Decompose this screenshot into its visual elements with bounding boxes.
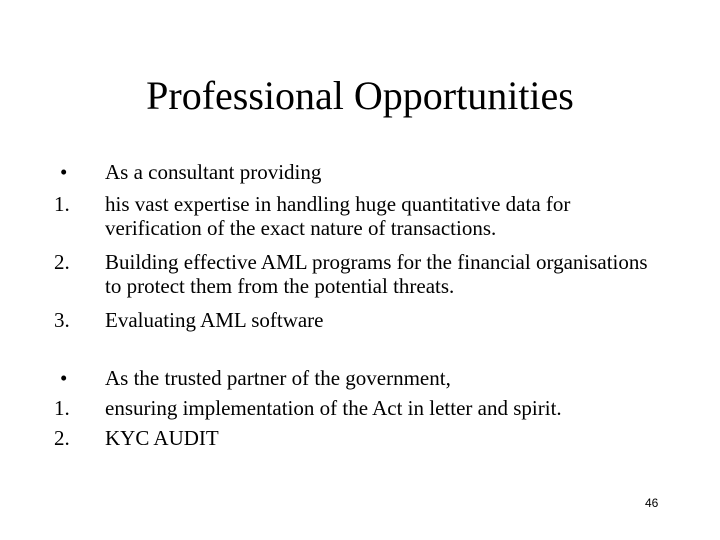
bullet-text: As the trusted partner of the government,	[105, 366, 451, 390]
page-number: 46	[645, 496, 659, 510]
bullet-text: As a consultant providing	[105, 160, 322, 184]
item-text: ensuring implementation of the Act in letter and spirit.	[105, 396, 562, 420]
bullet-marker: •	[60, 366, 68, 390]
bullet-marker: •	[60, 160, 68, 184]
item-text: Building effective AML programs for the financial organisations to protect them from the potential threats.	[105, 250, 648, 298]
item-number: 3.	[54, 308, 70, 332]
item-number: 1.	[54, 192, 70, 216]
item-number: 2.	[54, 426, 70, 450]
slide-title: Professional Opportunities	[146, 73, 574, 118]
item-number: 2.	[54, 250, 70, 274]
item-text: his vast expertise in handling huge quantitative data for verification of the exact nature of transactions.	[105, 192, 571, 240]
item-text: KYC AUDIT	[105, 426, 219, 450]
item-text: Evaluating AML software	[105, 308, 324, 332]
item-number: 1.	[54, 396, 70, 420]
